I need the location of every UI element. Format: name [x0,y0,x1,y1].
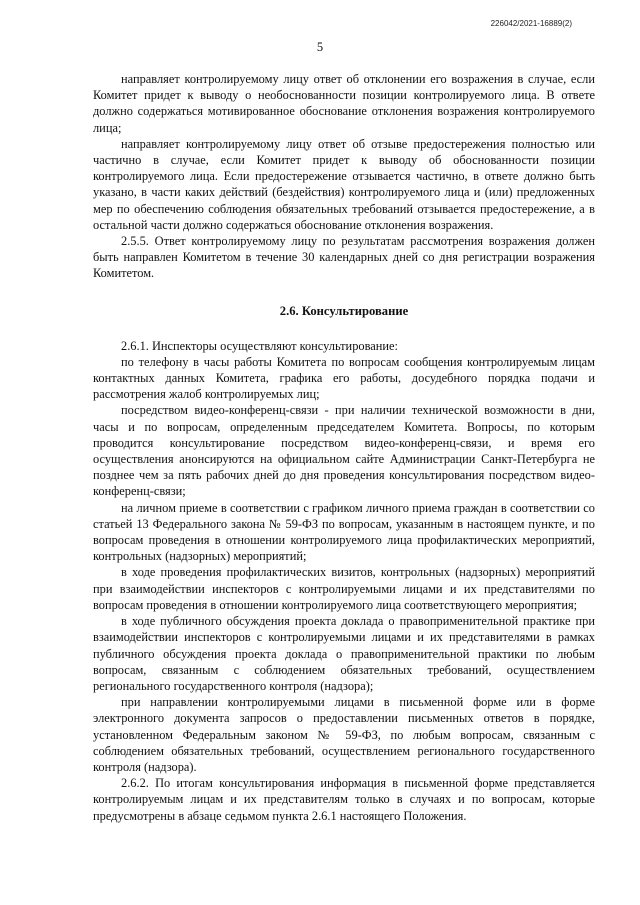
paragraph: 2.6.1. Инспекторы осуществляют консультирование: [121,338,398,353]
page-number: 5 [316,40,324,54]
paragraph: по телефону в часы работы Комитета по вопросам сообщения контролируемым лицам контактных данных Комитета, графика его работы, досудебного порядка подачи и рассмотрения жалоб контролируемых лиц; [93,354,595,402]
registration-number: 226042/2021-16889(2) [490,19,572,28]
paragraph: 2.5.5. Ответ контролируемому лицу по результатам рассмотрения возражения должен быть направлен Комитетом в течение 30 календарных дней со дня регистрации возражения Комитетом. [93,234,595,281]
paragraph: направляет контролируемому лицу ответ об отклонении его возражения в случае, если Комитет придет к выводу о необоснованности позиции контролируемого лица. В ответе должно содержаться мотивированное обоснование отклонения возражения контролируемого лица; [93,72,595,135]
paragraph: в ходе проведения профилактических визитов, контрольных (надзорных) мероприятий при взаимодействии инспекторов с контролируемыми лицами и их представителями по вопросам проведения в отношении контролируемого лица соответствующего мероприятия; [93,565,595,612]
paragraph: направляет контролируемому лицу ответ об отзыве предостережения полностью или частично в случае, если Комитет придет к выводу об обоснованности позиции контролируемого лица. Если предостережение отзывается частично, в ответе должно быть указано, в части каких действий (бездействия) контролируемого лица и (или) предложенных мер по обеспечению соблюдения обязательных требований отзывается предостережение, а в остальной части должно содержаться обоснование отклонения возражения. [93,136,595,232]
paragraph: в ходе публичного обсуждения проекта доклада о правоприменительной практике при взаимодействии инспекторов с контролируемыми лицами и их представителями в рамках публичного обсуждения проекта доклада о правоприменительной практики по любым вопросам, связанным с соблюдением обязательных требований, осуществлением регионального государственного контроля (надзора); [93,614,595,693]
paragraph: 2.6.2. По итогам консультирования информация в письменной форме представляется контролируемым лицам и их представителям только в случаях и по вопросам, которые предусмотрены в абзаце седьмом пункта 2.6.1 настоящего Положения. [93,776,595,823]
paragraph: при направлении контролируемыми лицами в письменной форме или в форме электронного документа запросов о предоставлении письменных ответов в порядке, установленном Федеральным законом № 59-ФЗ, по любым вопросам, связанным с соблюдением обязательных требований, осуществлением регионального государственного контроля (надзора). [93,695,595,774]
document-body [93,71,595,824]
section-heading: 2.6. Консультирование [279,303,409,318]
paragraph: посредством видео-конференц-связи - при наличии технической возможности в дни, часы и по вопросам, определенным председателем Комитета. Вопросы, по которым проводится консультирование посредством видео-конференц-связи, и время его осуществления анонсируются на официальном сайте Администрации Санкт-Петербурга не позднее чем за пять рабочих дней до дня проведения консультирования посредством видео-конференц-связи; [93,403,595,499]
paragraph: на личном приеме в соответствии с графиком личного приема граждан в соответствии со статьей 13 Федерального закона № 59-ФЗ по вопросам, указанным в настоящем пункте, и по вопросам проведения в отношении контролируемого лица профилактических мероприятий, контрольных (надзорных) мероприятий; [93,500,595,564]
